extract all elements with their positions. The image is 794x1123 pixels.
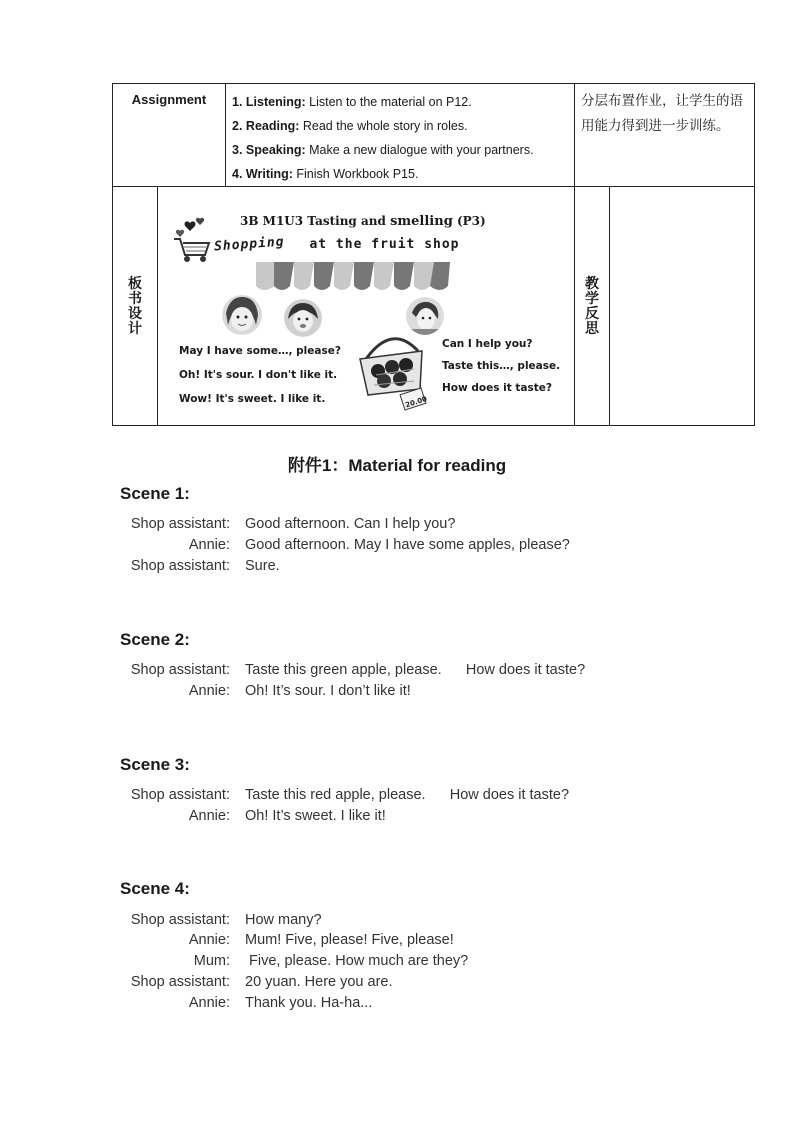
speech: Mum! Five, please! Five, please! <box>245 932 454 948</box>
board-line-right: Taste this…, please. <box>442 360 561 372</box>
scene-title: Scene 4: <box>120 879 190 898</box>
board-line-left: Wow! It's sweet. I like it. <box>179 393 326 405</box>
speaker: Shop assistant: <box>130 787 230 803</box>
assignment-row <box>113 84 755 187</box>
board-line-left: Oh! It's sour. I don't like it. <box>179 369 338 381</box>
board-line-right: Can I help you? <box>442 338 533 350</box>
assignment-item: 3. Speaking: Make a new dialogue with your partners. <box>232 143 534 157</box>
girl-avatar-icon <box>222 295 262 335</box>
material-title: 附件1：Material for reading <box>287 456 507 475</box>
lesson-plan-table <box>112 83 755 426</box>
speaker: Annie: <box>188 995 230 1011</box>
assignment-content <box>226 84 575 187</box>
speech: Taste this green apple, please. How does it taste? <box>245 662 586 678</box>
dialogue-line <box>120 537 570 553</box>
dialogue-line <box>120 912 322 928</box>
scene-title: Scene 2: <box>120 630 190 649</box>
speaker: Annie: <box>188 537 230 553</box>
fruit-basket-icon <box>356 329 434 413</box>
speaker: Shop assistant: <box>130 558 230 574</box>
board-line-right: How does it taste? <box>442 382 552 394</box>
price-tag-text: 20.00 <box>404 394 428 410</box>
teaching-reflection-label: 教 学 反 思 <box>575 187 610 426</box>
speech: Taste this red apple, please. How does it taste? <box>245 787 570 803</box>
speech: Oh! It’s sour. I don’t like it! <box>245 683 411 699</box>
board-row <box>113 187 755 426</box>
board-title: 3B M1U3 Tasting and smelling (P3) <box>240 214 486 229</box>
scene-title: Scene 1: <box>120 484 190 503</box>
speech: Good afternoon. May I have some apples, please? <box>245 537 570 553</box>
shopping-cart-icon <box>170 217 212 265</box>
board-design-label: 板 书 设 计 <box>113 187 158 426</box>
speech: Sure. <box>245 558 280 574</box>
speech: Good afternoon. Can I help you? <box>245 516 456 532</box>
assignment-list <box>226 84 574 186</box>
assignment-item: 4. Writing: Finish Workbook P15. <box>232 167 419 181</box>
assignment-item: 2. Reading: Read the whole story in roles. <box>232 119 468 133</box>
board-line-left: May I have some…, please? <box>179 345 341 357</box>
child-avatar-icon <box>284 299 322 337</box>
dialogue-line <box>120 974 393 990</box>
board-design-picture <box>158 187 576 422</box>
scene-title: Scene 3: <box>120 755 190 774</box>
board-design-cell <box>158 187 575 426</box>
speech: 20 yuan. Here you are. <box>245 974 393 990</box>
dialogue-line <box>120 516 456 532</box>
speaker: Shop assistant: <box>130 662 230 678</box>
speaker: Annie: <box>188 808 230 824</box>
shop-awning-icon <box>254 260 450 296</box>
dialogue-line <box>120 995 373 1011</box>
speaker: Mum: <box>193 953 230 969</box>
teaching-reflection-cell <box>610 187 755 426</box>
speaker: Shop assistant: <box>130 974 230 990</box>
assignment-item: 1. Listening: Listen to the material on P12. <box>232 95 472 109</box>
dialogue-line <box>120 953 469 969</box>
speaker: Shop assistant: <box>130 516 230 532</box>
speech: Oh! It’s sweet. I like it! <box>245 808 386 824</box>
dialogue-line <box>120 683 411 699</box>
dialogue-line <box>120 662 586 678</box>
assignment-note: 分层布置作业，让学生的语用能力得到进一步训练。 <box>575 84 755 187</box>
dialogue-line <box>120 787 570 803</box>
dialogue-line <box>120 808 386 824</box>
speech: Five, please. How much are they? <box>245 953 469 969</box>
speaker: Annie: <box>188 932 230 948</box>
assignment-label: Assignment <box>113 84 226 187</box>
speaker: Shop assistant: <box>130 912 230 928</box>
dialogue-line <box>120 932 454 948</box>
dialogue-line <box>120 558 280 574</box>
board-subtitle: Shopping at the fruit shop <box>213 234 460 255</box>
speech: Thank you. Ha-ha... <box>245 995 373 1011</box>
speech: How many? <box>245 912 322 928</box>
speaker: Annie: <box>188 683 230 699</box>
